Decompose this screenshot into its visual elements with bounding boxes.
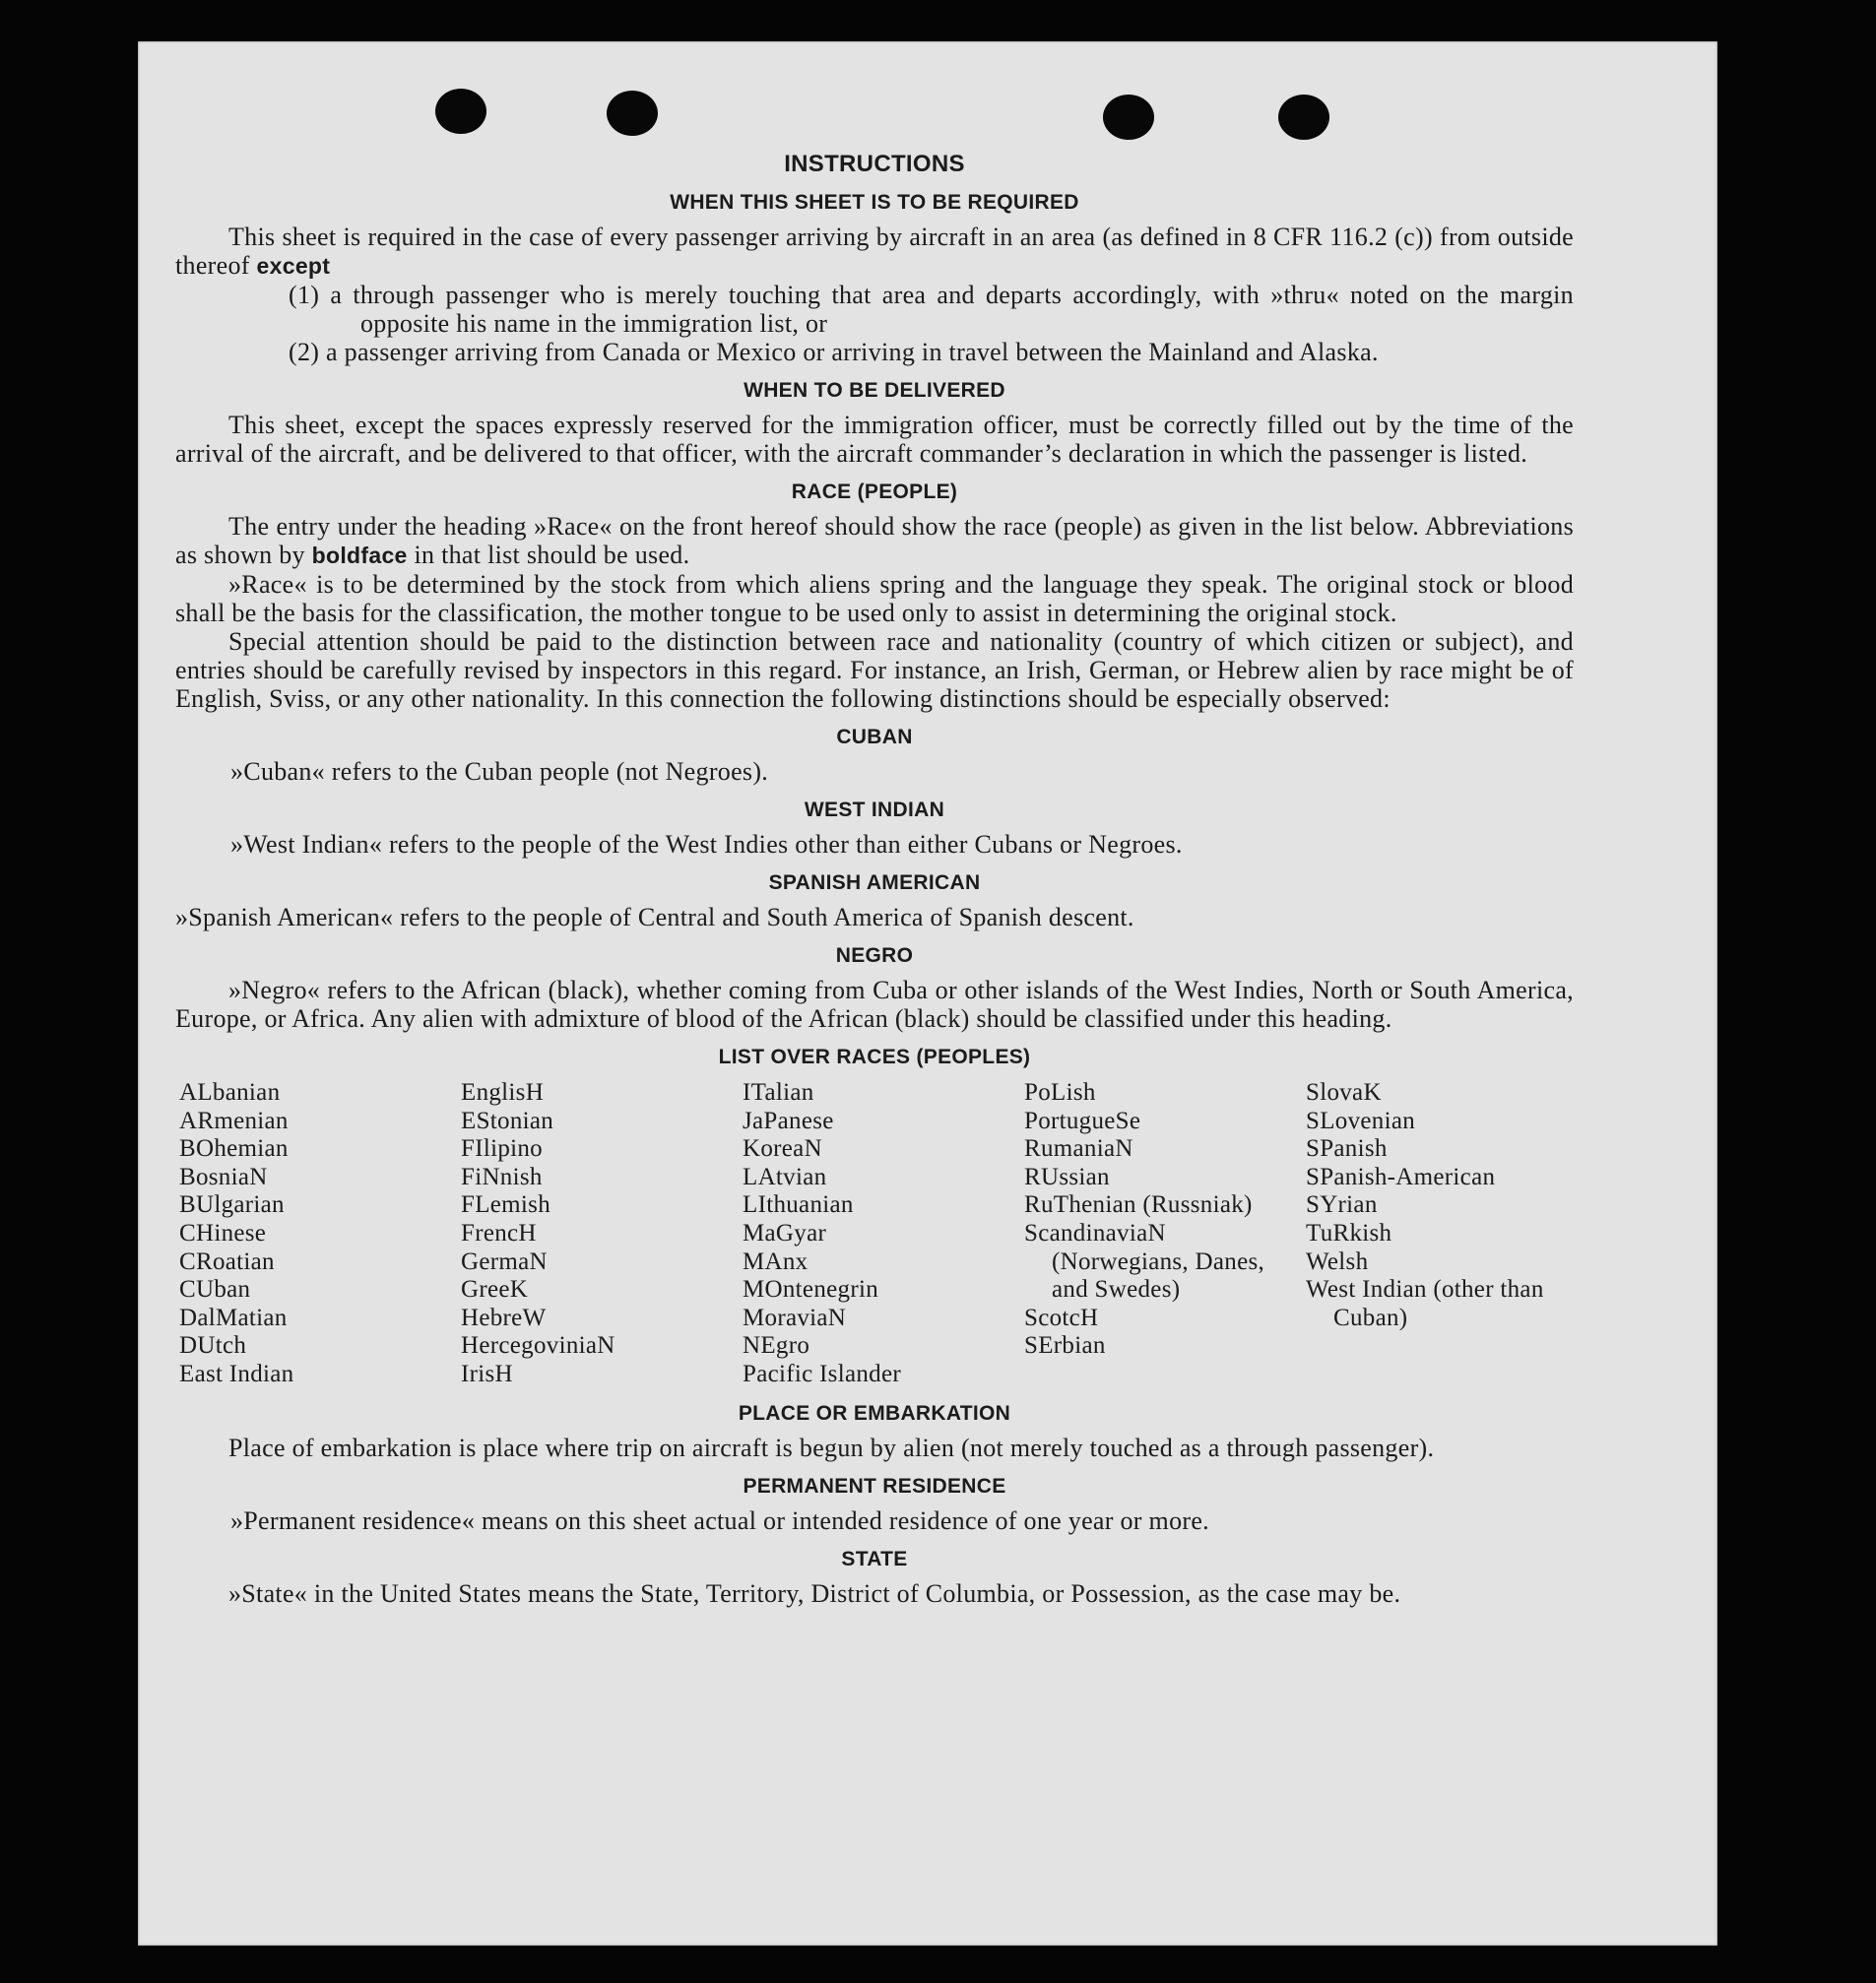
race-item: SYrian: [1306, 1191, 1378, 1219]
heading-state: STATE: [841, 1547, 908, 1570]
race-item: GermaN: [461, 1247, 548, 1275]
race-item: LAtvian: [743, 1163, 827, 1190]
race-text-b: in that list should be used.: [414, 541, 690, 569]
race-item: CHinese: [179, 1219, 267, 1247]
heading-race: RACE (PEOPLE): [791, 480, 958, 503]
race-item: CUban: [179, 1276, 251, 1304]
race-item: FIlipino: [461, 1135, 543, 1163]
punch-hole: [435, 89, 486, 134]
bold-except: except: [256, 253, 331, 279]
race-item: MoraviaN: [743, 1304, 847, 1331]
race-item: GreeK: [461, 1276, 529, 1304]
bold-boldface: boldface: [311, 543, 408, 568]
heading-west-indian: WEST INDIAN: [804, 799, 945, 821]
race-item: PoLish: [1024, 1079, 1096, 1106]
paragraph-race-1: [175, 512, 1574, 570]
race-item: SErbian: [1024, 1332, 1106, 1360]
paragraph-race-3: Special attention should be paid to the distinction between race and nationality (country of which citizen or subject), and entries should be carefully revised by inspectors in this regard. For instance, an Irish, German, or Hebrew alien by race might be of English, Sviss, or any other nationality. In this connection the following distinctions should be especially observed:: [175, 627, 1574, 713]
paragraph-west-indian: »West Indian« refers to the people of the West Indies other than either Cubans or Negroes.: [230, 830, 1183, 859]
punch-hole: [1103, 95, 1154, 140]
list-item-1: (1) a through passenger who is merely touching that area and departs accordingly, with »thru« noted on the margin opposite his name in the immigration list, or: [289, 281, 1574, 338]
heading-embarkation: PLACE OR EMBARKATION: [738, 1401, 1011, 1425]
paragraph-permanent-residence: »Permanent residence« means on this sheet actual or intended residence of one year or more.: [230, 1505, 1209, 1535]
document-sheet: [138, 41, 1717, 1946]
race-item: ScandinaviaN (Norwegians, Danes, and Swedes): [1024, 1219, 1265, 1304]
heading-negro: NEGRO: [835, 944, 914, 967]
paragraph-required-text: This sheet is required in the case of every passenger arriving by aircraft in an area (as defined in 8 CFR 116.2 (c)) from outside thereof: [175, 223, 1574, 280]
race-item: IrisH: [461, 1360, 513, 1387]
paragraph-state: »State« in the United States means the State, Territory, District of Columbia, or Possession, as the case may be.: [228, 1578, 1401, 1608]
race-item: SLovenian: [1306, 1107, 1416, 1134]
race-item: Welsh: [1306, 1247, 1369, 1275]
race-item: JaPanese: [743, 1107, 834, 1134]
race-item: FiNnish: [461, 1163, 543, 1190]
races-list: [179, 1079, 1574, 1389]
race-item: RUssian: [1024, 1163, 1110, 1190]
race-item: West Indian (other than Cuban): [1306, 1276, 1544, 1331]
race-item: BosniaN: [179, 1163, 268, 1190]
race-item: FLemish: [461, 1191, 550, 1219]
race-item: EStonian: [461, 1107, 554, 1134]
paragraph-delivered: This sheet, except the spaces expressly reserved for the immigration officer, must be correctly filled out by the time of the arrival of the aircraft, and be delivered to that officer, with the aircraft commander’s declaration in which the passenger is listed.: [175, 411, 1574, 468]
race-item: East Indian: [179, 1360, 294, 1387]
race-item: ALbanian: [179, 1079, 281, 1106]
race-item: RumaniaN: [1024, 1135, 1133, 1163]
race-item: BUlgarian: [179, 1191, 285, 1219]
paragraph-race-2: »Race« is to be determined by the stock from which aliens spring and the language they speak. The original stock or blood shall be the basis for the classification, the mother tongue to be used only to assist in determining the original stock.: [175, 570, 1574, 627]
heading-required: WHEN THIS SHEET IS TO BE REQUIRED: [670, 191, 1079, 214]
races-column-1: [179, 1079, 461, 1389]
paragraph-spanish-american: »Spanish American« refers to the people of Central and South America of Spanish descent.: [175, 903, 1134, 931]
race-item: EnglisH: [461, 1079, 545, 1106]
race-item: Pacific Islander: [743, 1360, 901, 1387]
paragraph-negro: »Negro« refers to the African (black), whether coming from Cuba or other islands of the West Indies, North or South America, Europe, or Africa. Any alien with admixture of blood of the African (black) should be classified under this heading.: [175, 976, 1574, 1033]
race-item: ScotcH: [1024, 1304, 1099, 1331]
heading-spanish-american: SPANISH AMERICAN: [768, 871, 981, 894]
race-item: SlovaK: [1306, 1079, 1382, 1106]
race-item: MAnx: [743, 1247, 809, 1275]
race-item: NEgro: [743, 1332, 810, 1360]
race-item: SPanish-American: [1306, 1163, 1496, 1190]
race-item: ITalian: [743, 1079, 814, 1106]
heading-permanent-residence: PERMANENT RESIDENCE: [743, 1474, 1006, 1498]
heading-delivered: WHEN TO BE DELIVERED: [744, 379, 1005, 402]
race-text-a: The entry under the heading »Race« on the front hereof should show the race (people) as given in the list below. Abbreviations as shown by: [175, 512, 1574, 569]
paragraph-required: [175, 223, 1574, 281]
race-item: LIthuanian: [743, 1191, 854, 1219]
race-item: MaGyar: [743, 1219, 827, 1247]
races-column-5: [1306, 1079, 1587, 1389]
punch-hole: [607, 91, 658, 136]
paragraph-cuban: »Cuban« refers to the Cuban people (not Negroes).: [230, 757, 769, 786]
paragraph-embarkation: Place of embarkation is place where trip on aircraft is begun by alien (not merely touched as a through passenger).: [228, 1433, 1435, 1462]
race-item: RuThenian (Russniak): [1024, 1191, 1253, 1219]
race-item: HebreW: [461, 1304, 547, 1331]
race-item: DUtch: [179, 1332, 247, 1360]
races-column-2: [461, 1079, 743, 1389]
race-item: CRoatian: [179, 1247, 275, 1275]
list-item-2: (2) a passenger arriving from Canada or Mexico or arriving in travel between the Mainland and Alaska.: [289, 338, 1379, 366]
document-title: INSTRUCTIONS: [784, 151, 965, 177]
race-item: HercegoviniaN: [461, 1332, 615, 1360]
heading-cuban: CUBAN: [836, 726, 913, 748]
heading-races-list: LIST OVER RACES (PEOPLES): [718, 1046, 1031, 1068]
race-item: FrencH: [461, 1219, 537, 1247]
races-column-3: [743, 1079, 1024, 1389]
race-item: BOhemian: [179, 1135, 289, 1163]
punch-hole: [1278, 95, 1329, 140]
race-item: SPanish: [1306, 1135, 1388, 1163]
race-item: TuRkish: [1306, 1219, 1392, 1247]
race-item: ARmenian: [179, 1107, 289, 1134]
instructions-content: [175, 150, 1574, 1608]
races-column-4: [1024, 1079, 1306, 1389]
race-item: DalMatian: [179, 1304, 288, 1331]
race-item: MOntenegrin: [743, 1276, 878, 1304]
race-item: KoreaN: [743, 1135, 822, 1163]
race-item: PortugueSe: [1024, 1107, 1141, 1134]
